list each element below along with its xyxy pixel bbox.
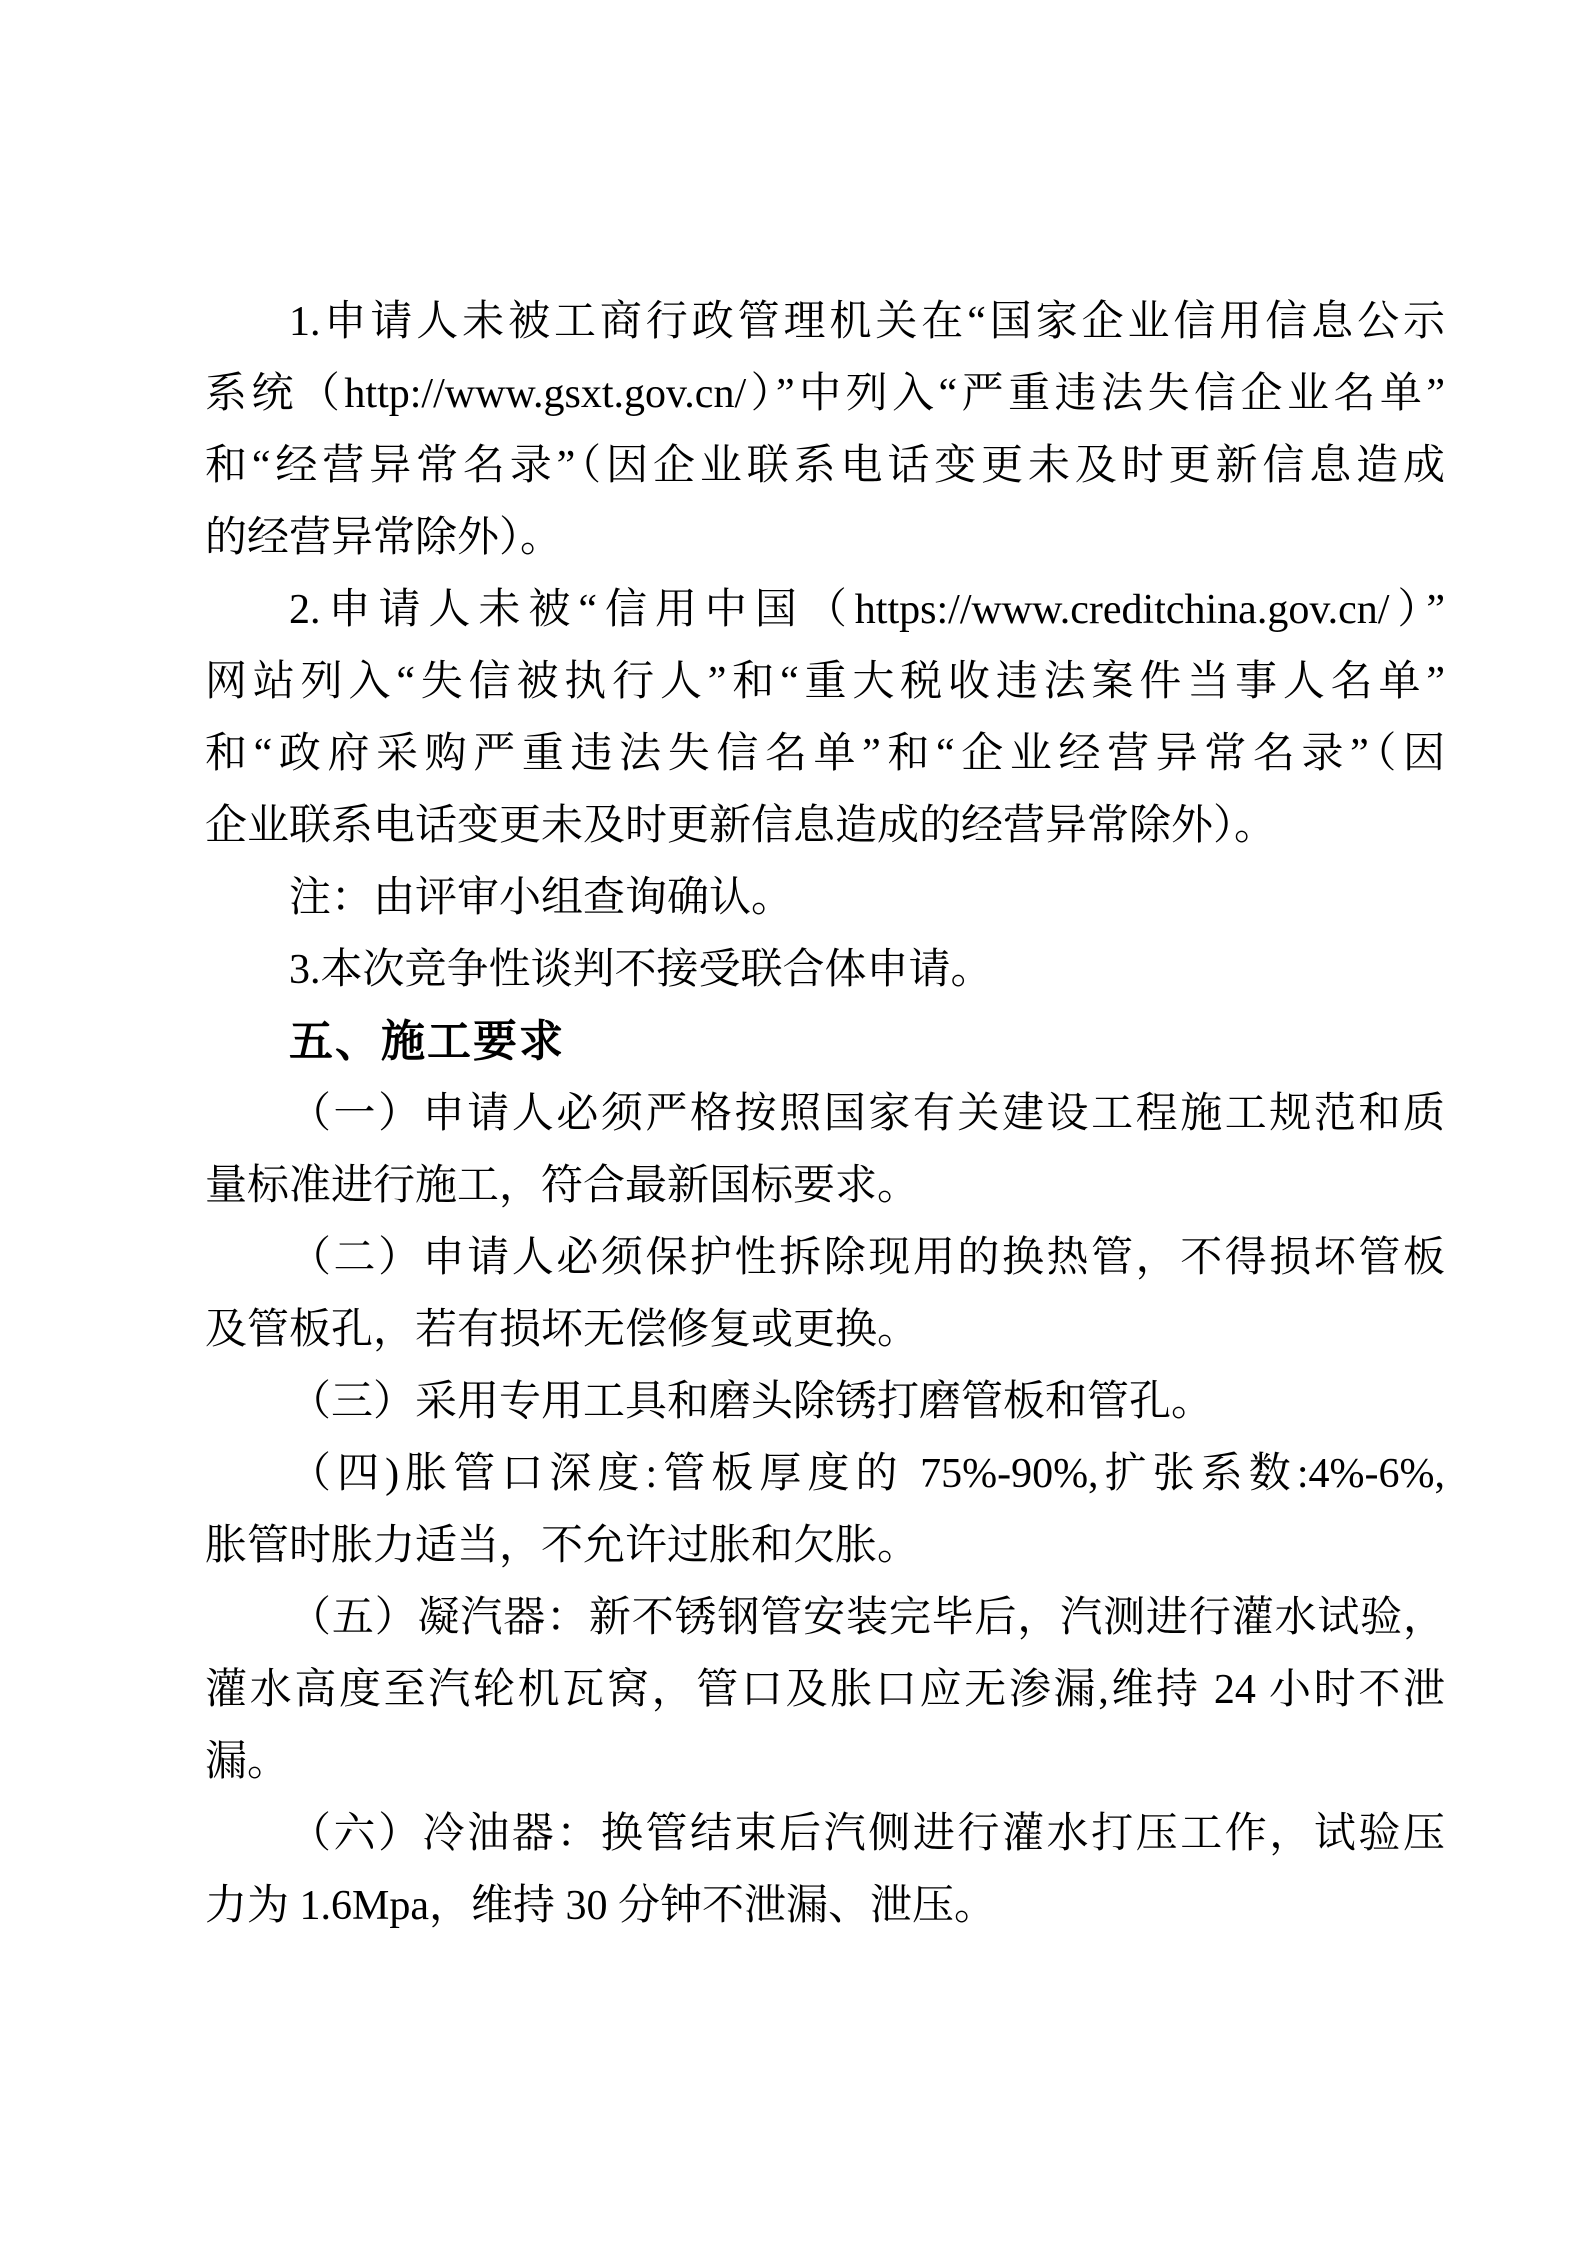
text-line-18: 胀管时胀力适当，不允许过胀和欠胀。	[205, 1523, 920, 1569]
text-line-13: 量标准进行施工，符合最新国标要求。	[205, 1163, 920, 1209]
text-line-20: 灌水高度至汽轮机瓦窝，管口及胀口应无渗漏,维持 24 小时不泄	[205, 1667, 1445, 1713]
text-line-14: （二）申请人必须保护性拆除现用的换热管，不得损坏管板	[289, 1235, 1445, 1281]
text-line-2: 系统（http://www.gsxt.gov.cn/）”中列入“严重违法失信企业名单”	[205, 371, 1445, 417]
text-line-9: 注：由评审小组查询确认。	[289, 875, 794, 921]
text-line-3: 和“经营异常名录”（因企业联系电话变更未及时更新信息造成	[205, 443, 1445, 489]
text-line-19: （五）凝汽器：新不锈钢管安装完毕后，汽测进行灌水试验，	[289, 1595, 1445, 1641]
text-line-8: 企业联系电话变更未及时更新信息造成的经营异常除外）。	[205, 803, 1277, 849]
text-line-15: 及管板孔，若有损坏无偿修复或更换。	[205, 1307, 920, 1353]
text-line-1: 1.申请人未被工商行政管理机关在“国家企业信用信息公示	[289, 299, 1445, 345]
section-heading: 五、施工要求	[289, 1017, 565, 1066]
text-line-23: 力为 1.6Mpa，维持 30 分钟不泄漏、泄压。	[205, 1883, 996, 1929]
text-line-6: 网站列入“失信被执行人”和“重大税收违法案件当事人名单”	[205, 659, 1445, 705]
text-line-10: 3.本次竞争性谈判不接受联合体申请。	[289, 947, 993, 993]
text-line-21: 漏。	[205, 1739, 290, 1785]
text-line-16: （三）采用专用工具和磨头除锈打磨管板和管孔。	[289, 1379, 1214, 1425]
text-line-4: 的经营异常除外）。	[205, 515, 563, 561]
text-line-22: （六）冷油器：换管结束后汽侧进行灌水打压工作，试验压	[289, 1811, 1445, 1857]
text-line-7: 和“政府采购严重违法失信名单”和“企业经营异常名录”（因	[205, 731, 1445, 777]
text-line-12: （一）申请人必须严格按照国家有关建设工程施工规范和质	[289, 1091, 1445, 1137]
document-text-block	[205, 286, 1445, 1942]
text-line-5: 2.申请人未被“信用中国（https://www.creditchina.gov.cn/）”	[289, 587, 1445, 633]
text-line-17: （四)胀管口深度:管板厚度的 75%-90%,扩张系数:4%-6%,	[289, 1451, 1445, 1497]
